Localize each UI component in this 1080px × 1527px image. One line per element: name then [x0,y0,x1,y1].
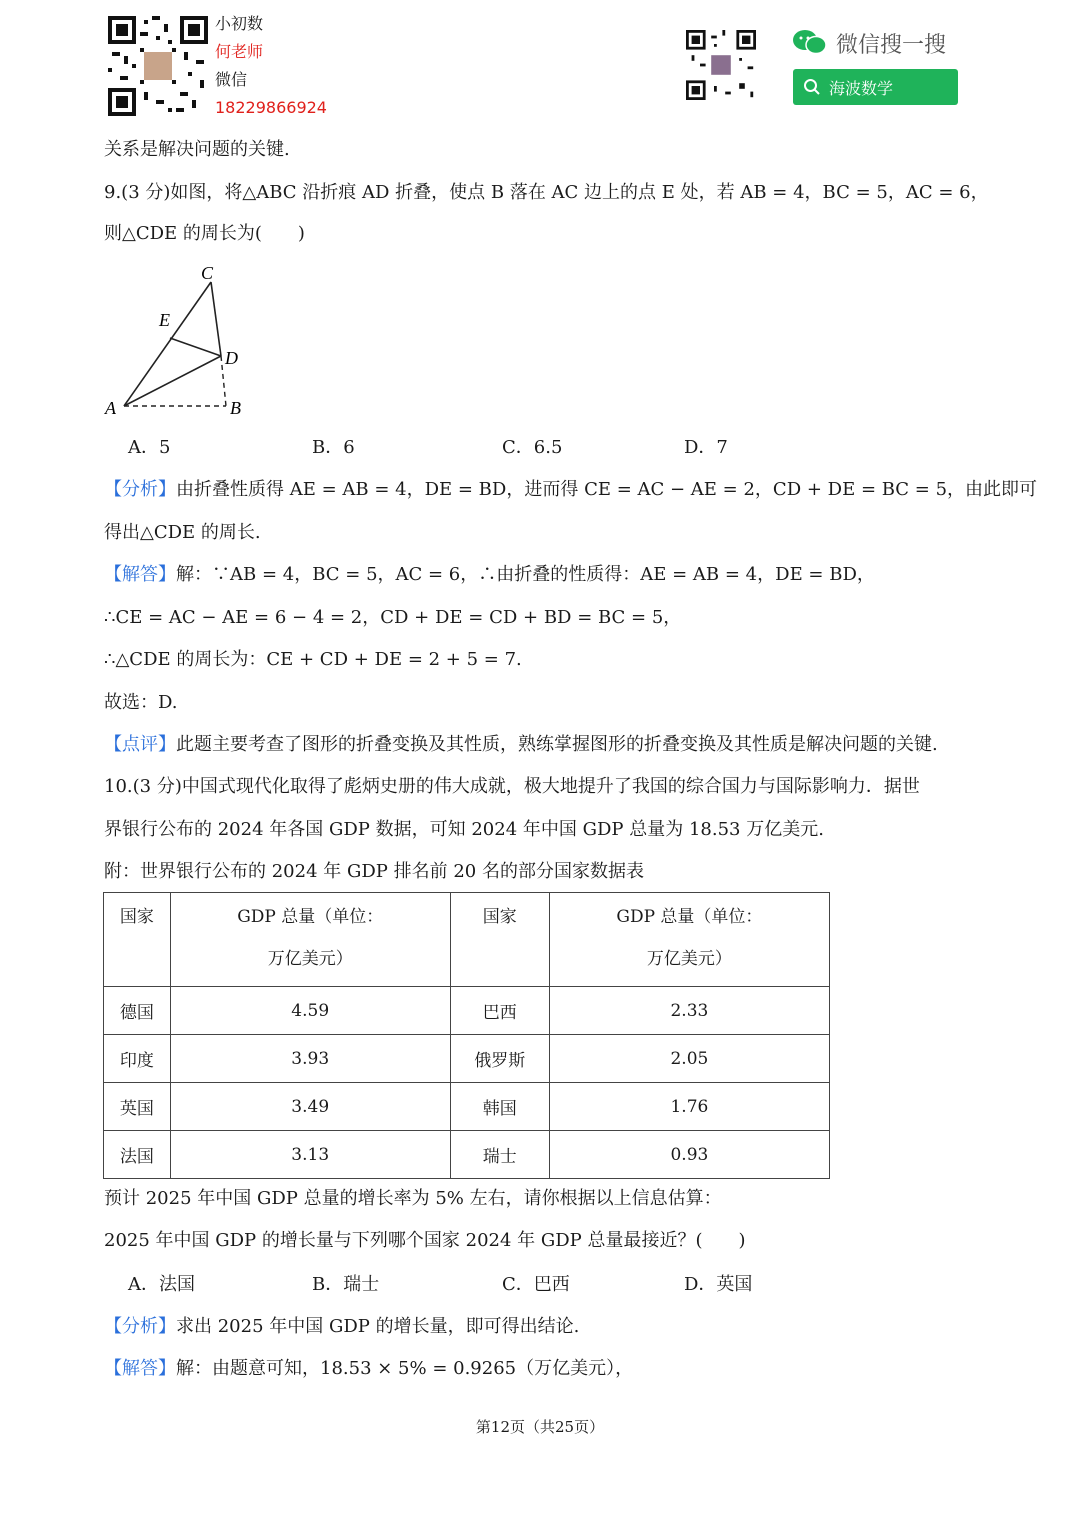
qr-code-left [108,16,208,116]
search-label: 海波数学 [829,78,894,98]
table-cell: 2.33 [549,987,829,1035]
table-row [104,1083,830,1131]
table-cell: 1.76 [549,1083,829,1131]
table-cell: 3.49 [170,1083,450,1131]
answer-text: 解：∵AB = 4，BC = 5，AC = 6，∴由折叠的性质得：AE = AB = 4，DE = BD， [176,564,875,585]
q10-stem-line-3: 附：世界银行公布的 2024 年 GDP 排名前 20 名的部分国家数据表 [104,861,644,882]
analysis-tag: 【分析】 [104,1316,176,1337]
q9-option-a: A．5 [128,437,171,458]
q9-answer-line-4: 故选：D. [104,692,178,713]
q10-answer-line [104,1356,633,1382]
table-cell: 3.13 [170,1131,450,1179]
analysis-text: 求出 2025 年中国 GDP 的增长量，即可得出结论. [176,1316,580,1337]
table-cell: 3.93 [170,1035,450,1083]
page-footer: 第12页（共25页） [475,1418,605,1436]
table-cell: 德国 [104,987,171,1035]
contact-phone: 18229866924 [215,98,327,117]
q9-analysis-line-2: 得出△CDE 的周长. [104,522,261,543]
q9-stem-line-1: 9.(3 分)如图，将△ABC 沿折痕 AD 折叠，使点 B 落在 AC 边上的点 E 处，若 AB = 4，BC = 5，AC = 6， [104,182,989,203]
table-row [104,1131,830,1179]
table-cell: 印度 [104,1035,171,1083]
contact-line-1: 小初数 [215,14,264,33]
table-header-cell: GDP 总量（单位： 万亿美元） [549,893,829,987]
table-cell: 法国 [104,1131,171,1179]
table-header-row [104,893,830,987]
q9-analysis-line-1 [104,477,1037,503]
analysis-tag: 【分析】 [104,479,176,500]
table-row [104,987,830,1035]
table-header-cell: GDP 总量（单位： 万亿美元） [170,893,450,987]
q9-triangle-figure [100,262,250,422]
table-cell: 英国 [104,1083,171,1131]
q10-stem-line-1: 10.(3 分)中国式现代化取得了彪炳史册的伟大成就，极大地提升了我国的综合国力与国际影响力．据世 [104,776,920,797]
q9-option-d: D．7 [684,437,728,458]
table-cell: 韩国 [450,1083,549,1131]
label-c: C [201,263,214,283]
search-icon [803,78,821,96]
gdp-table [103,892,830,1179]
table-header-cell: 国家 [450,893,549,987]
table-cell: 0.93 [549,1131,829,1179]
table-cell: 4.59 [170,987,450,1035]
q10-option-a: A．法国 [128,1274,195,1295]
q9-comment-line [104,732,938,758]
table-cell: 2.05 [549,1035,829,1083]
wechat-icon [792,28,828,56]
label-a: A [105,398,116,418]
q10-option-b: B．瑞士 [312,1274,380,1295]
contact-line-2: 何老师 [215,42,264,61]
table-header-cell: 国家 [104,893,171,987]
q10-stem-line-5: 2025 年中国 GDP 的增长量与下列哪个国家 2024 年 GDP 总量最接近？( ) [104,1230,746,1251]
label-e: E [159,310,170,330]
table-cell: 俄罗斯 [450,1035,549,1083]
answer-tag: 【解答】 [104,1358,176,1379]
q9-answer-line-3: ∴△CDE 的周长为：CE + CD + DE = 2 + 5 = 7. [104,649,522,670]
wechat-brand: 微信搜一搜 [836,33,947,58]
answer-text: 解：由题意可知，18.53 × 5% = 0.9265（万亿美元）， [176,1358,634,1379]
qr-code-right [686,30,756,100]
q9-option-c: C．6.5 [502,437,563,458]
comment-tag: 【点评】 [104,734,176,755]
answer-tag: 【解答】 [104,564,176,585]
q9-option-b: B．6 [312,437,355,458]
contact-line-3: 微信 [215,70,248,89]
table-row [104,1035,830,1083]
intro-line: 关系是解决问题的关键. [104,139,290,160]
q10-stem-line-2: 界银行公布的 2024 年各国 GDP 数据，可知 2024 年中国 GDP 总量为 18.53 万亿美元. [104,819,824,840]
q9-stem-line-2: 则△CDE 的周长为( ) [104,223,305,244]
label-b: B [230,398,241,418]
q9-answer-line-1 [104,562,875,588]
wechat-search-button[interactable] [793,69,958,105]
analysis-text: 由折叠性质得 AE = AB = 4，DE = BD，进而得 CE = AC − AE = 2，CD + DE = BC = 5，由此即可 [176,479,1038,500]
table-cell: 瑞士 [450,1131,549,1179]
q10-analysis-line [104,1314,579,1340]
table-cell: 巴西 [450,987,549,1035]
q10-option-c: C．巴西 [502,1274,570,1295]
label-d: D [225,348,238,368]
q10-option-d: D．英国 [684,1274,753,1295]
comment-text: 此题主要考查了图形的折叠变换及其性质，熟练掌握图形的折叠变换及其性质是解决问题的关键. [176,734,938,755]
q9-answer-line-2: ∴CE = AC − AE = 6 − 4 = 2，CD + DE = CD + BD = BC = 5， [104,607,682,628]
q10-stem-line-4: 预计 2025 年中国 GDP 总量的增长率为 5% 左右，请你根据以上信息估算： [104,1188,722,1209]
